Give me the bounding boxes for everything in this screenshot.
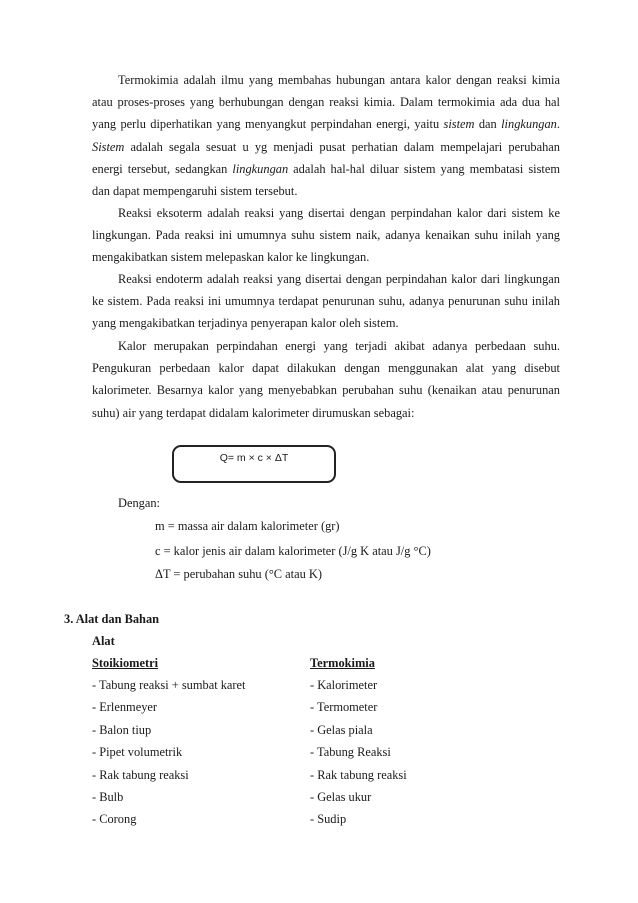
termokimia-list-item: - Gelas piala xyxy=(310,722,373,737)
stoikiometri-list-item: - Pipet volumetrik xyxy=(92,745,183,760)
definition-m: m = massa air dalam kalorimeter (gr) xyxy=(155,519,340,533)
column-title-termokimia: Termokimia xyxy=(310,656,375,670)
termokimia-list-item: - Rak tabung reaksi xyxy=(310,767,407,782)
stoikiometri-list-item: - Rak tabung reaksi xyxy=(92,767,189,782)
termokimia-list-item: - Kalorimeter xyxy=(310,678,378,692)
paragraph-text: Reaksi eksoterm adalah reaksi yang disertai dengan perpindahan kalor dari sistem ke lingkungan. Pada reaksi ini umumnya suhu sistem naik, adanya kenaikan suhu inilah yang mengakibatkan sistem melepaskan kalor ke lingkungan. xyxy=(92,206,560,265)
stoikiometri-list-item: - Bulb xyxy=(92,790,124,804)
italic-term: lingkungan xyxy=(232,161,289,176)
stoikiometri-list-item: - Tabung reaksi + sumbat karet xyxy=(92,678,246,692)
paragraph-text: adalah segala sesuat u yg menjadi pusat perhatian dalam mempelajari perubahan energi tersebut, sedangkan xyxy=(92,139,560,176)
paragraph-text: . xyxy=(556,117,560,132)
section-heading: 3. Alat dan Bahan xyxy=(64,612,160,626)
definition-delta-t: ΔT = perubahan suhu (°C atau K) xyxy=(155,567,322,581)
termokimia-list-item: - Tabung Reaksi xyxy=(310,745,391,760)
dengan-label: Dengan: xyxy=(118,496,160,510)
italic-term: Sistem xyxy=(92,139,125,154)
paragraph-text: Kalor merupakan perpindahan energi yang terjadi akibat adanya perbedaan suhu. Pengukuran perbedaan kalor dapat dilakukan dengan menggunakan alat yang disebut kalorimeter. Besarnya kalor yang menyebabkan perubahan suhu (kenaikan atau penurunan suhu) air yang terdapat didalam kalorimeter dirumuskan sebagai: xyxy=(92,339,560,420)
formula-box xyxy=(172,445,336,483)
formula-text: Q= m × c × ΔT xyxy=(219,452,289,464)
paragraph-kalor xyxy=(92,335,560,424)
termokimia-list-item: - Termometer xyxy=(310,700,378,715)
paragraph-text: adalah hal-hal diluar sistem yang membatasi sistem dan dapat mempengaruhi sistem tersebut. xyxy=(92,161,560,199)
termokimia-list-item: - Sudip xyxy=(310,812,347,827)
paragraph-text: Termokimia adalah ilmu yang membahas hubungan antara kalor dengan reaksi kimia atau proses-proses yang berhubungan dengan reaksi kimia. Dalam termokimia ada dua hal yang perlu diperhatikan yang menyangkut perpindahan energi, yaitu xyxy=(92,73,560,132)
termokimia-list-item: - Gelas ukur xyxy=(310,790,372,804)
stoikiometri-list-item: - Corong xyxy=(92,812,137,827)
italic-term: sistem xyxy=(443,117,475,132)
stoikiometri-list-item: - Erlenmeyer xyxy=(92,700,158,715)
paragraph-text: Reaksi endoterm adalah reaksi yang disertai dengan perpindahan kalor dari lingkungan ke sistem. Pada reaksi ini umumnya terdapat penurunan suhu, adanya penurunan suhu inilah yang mengakibatkan terjadinya penyerapan kalor oleh sistem. xyxy=(92,272,560,331)
column-title-stoikiometri: Stoikiometri xyxy=(92,656,159,670)
paragraph-termokimia xyxy=(92,69,560,202)
paragraph-eksoterm xyxy=(92,202,560,269)
paragraph-text: dan xyxy=(474,117,502,132)
paragraph-endoterm xyxy=(92,268,560,335)
italic-term: lingkungan xyxy=(501,117,557,132)
definition-c: c = kalor jenis air dalam kalorimeter (J/g K atau J/g °C) xyxy=(155,544,431,558)
subheading-alat: Alat xyxy=(92,634,115,648)
stoikiometri-list-item: - Balon tiup xyxy=(92,722,152,737)
